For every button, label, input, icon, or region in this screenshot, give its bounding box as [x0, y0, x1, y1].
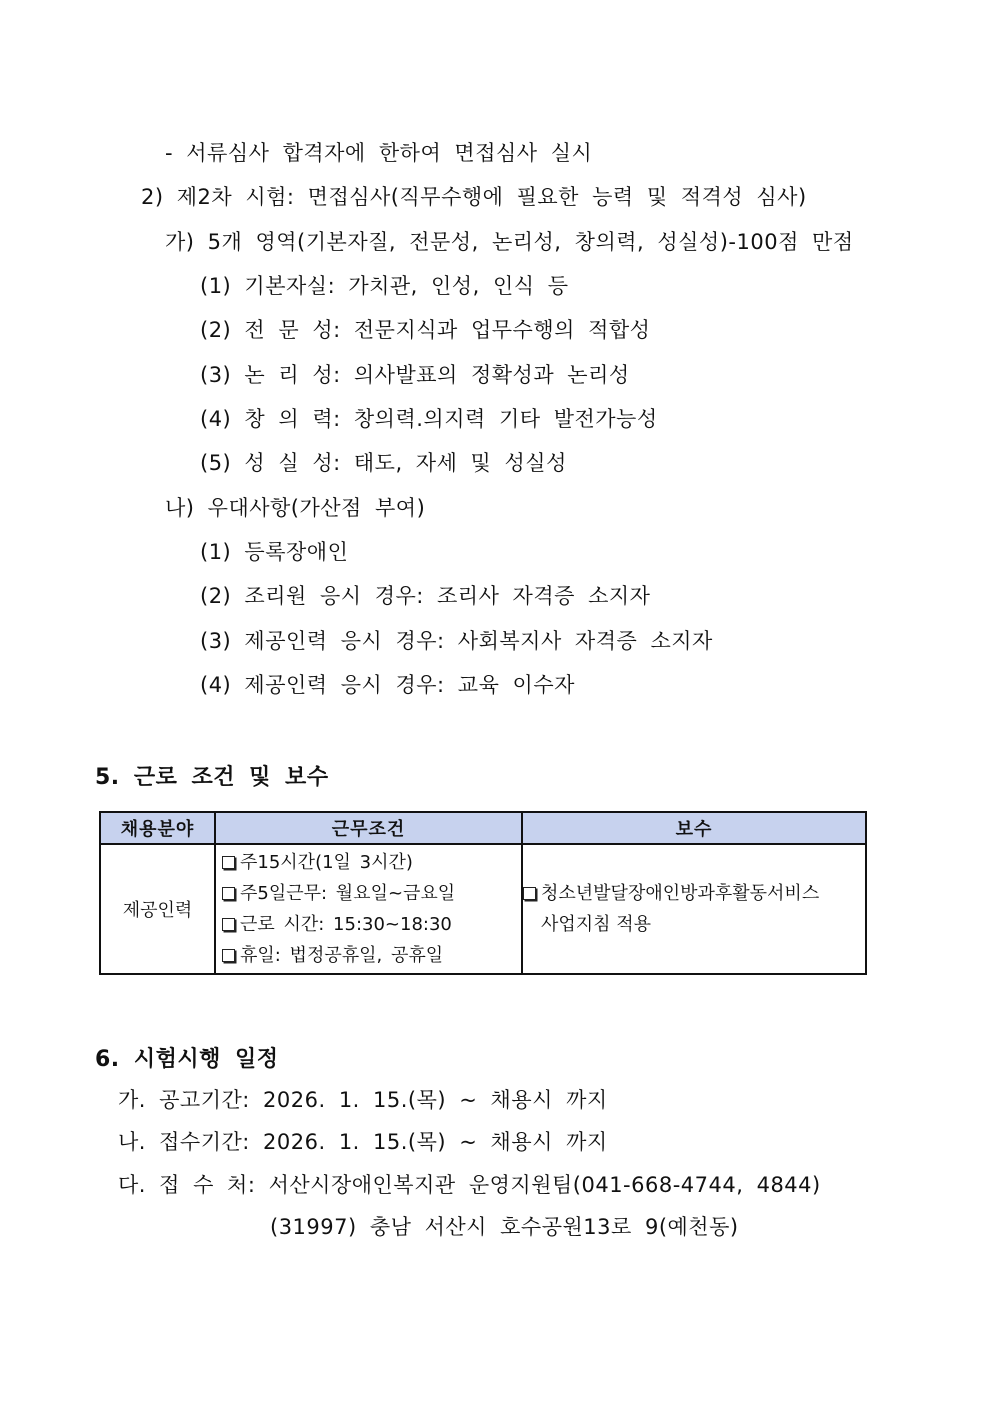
condition-text: 휴일: 법정공휴일, 공휴일 [240, 945, 444, 966]
table-header-row [100, 812, 866, 844]
doc-line: (4) 제공인력 응시 경우: 교육 이수자 [200, 673, 575, 697]
doc-line: 가) 5개 영역(기본자질, 전문성, 논리성, 창의력, 성실성)-100점 만점 [165, 230, 854, 254]
conditions-cell [215, 844, 522, 974]
checkbox-bullet-icon [222, 887, 235, 900]
doc-line: - 서류심사 합격자에 한하여 면접심사 실시 [165, 141, 593, 165]
doc-line: (4) 창 의 력: 창의력.의지력 기타 발전가능성 [200, 407, 658, 431]
section-6-heading: 6. 시험시행 일정 [95, 1047, 279, 1072]
pay-text-continued: 사업지침 적용 [541, 914, 652, 935]
condition-text: 근로 시간: 15:30~18:30 [240, 914, 452, 935]
pay-cell [522, 844, 866, 974]
condition-item [222, 909, 515, 940]
doc-line: 나) 우대사항(가산점 부여) [165, 496, 426, 520]
checkbox-bullet-icon [222, 949, 235, 962]
doc-line: 2) 제2차 시험: 면접심사(직무수행에 필요한 능력 및 적격성 심사) [141, 185, 807, 209]
doc-line: (2) 전 문 성: 전문지식과 업무수행의 적합성 [200, 318, 651, 342]
condition-item [222, 878, 515, 909]
condition-item [222, 847, 515, 878]
schedule-item: 나. 접수기간: 2026. 1. 15.(목) ~ 채용시 까지 [118, 1130, 608, 1154]
condition-item [222, 940, 515, 971]
work-conditions-table [99, 811, 867, 975]
condition-text: 주5일근무: 월요일~금요일 [240, 883, 456, 904]
header-pay: 보수 [522, 812, 866, 844]
doc-line: (1) 등록장애인 [200, 540, 349, 564]
table-row [100, 844, 866, 974]
checkbox-bullet-icon [222, 918, 235, 931]
schedule-item: 가. 공고기간: 2026. 1. 15.(목) ~ 채용시 까지 [118, 1088, 608, 1112]
header-conditions: 근무조건 [215, 812, 522, 844]
pay-item [523, 878, 865, 909]
pay-text: 청소년발달장애인방과후활동서비스 [541, 883, 820, 904]
doc-line: (2) 조리원 응시 경우: 조리사 자격증 소지자 [200, 584, 651, 608]
section-5-heading: 5. 근로 조건 및 보수 [95, 765, 329, 790]
checkbox-bullet-icon [523, 887, 536, 900]
doc-line: (5) 성 실 성: 태도, 자세 및 성실성 [200, 451, 567, 475]
doc-line: (1) 기본자실: 가치관, 인성, 인식 등 [200, 274, 569, 298]
doc-line: (3) 제공인력 응시 경우: 사회복지사 자격증 소지자 [200, 629, 713, 653]
address-line: (31997) 충남 서산시 호수공원13로 9(예천동) [270, 1215, 739, 1239]
condition-text: 주15시간(1일 3시간) [240, 852, 413, 873]
header-field: 채용분야 [100, 812, 215, 844]
checkbox-bullet-icon [222, 856, 235, 869]
schedule-item: 다. 접 수 처: 서산시장애인복지관 운영지원팀(041-668-4744, 4844) [118, 1173, 821, 1197]
doc-line: (3) 논 리 성: 의사발표의 정확성과 논리성 [200, 363, 630, 387]
field-cell: 제공인력 [100, 844, 215, 974]
